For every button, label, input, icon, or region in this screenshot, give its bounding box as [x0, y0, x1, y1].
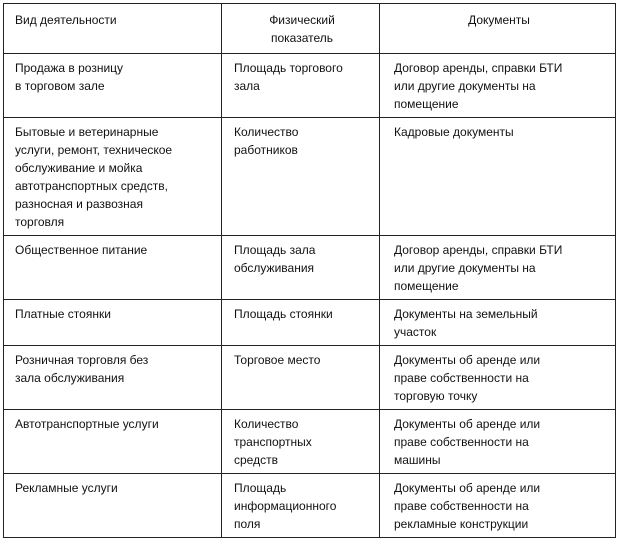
documents-cell: Документы об аренде или праве собственности на машины — [380, 410, 616, 474]
documents-cell: Договор аренды, справки БТИ или другие документы на помещение — [380, 54, 616, 118]
documents-cell: Документы на земельный участок — [380, 300, 616, 346]
activity-cell: Общественное питание — [4, 236, 222, 300]
indicator-cell: Количество работников — [222, 118, 380, 236]
activity-cell: Продажа в розницу в торговом зале — [4, 54, 222, 118]
activity-documents-table — [3, 3, 616, 538]
activity-cell: Бытовые и ветеринарные услуги, ремонт, техническое обслуживание и мойка автотранспортных средств, разносная и развозная торговля — [4, 118, 222, 236]
indicator-cell: Площадь информационного поля — [222, 474, 380, 538]
indicator-cell: Площадь торгового зала — [222, 54, 380, 118]
indicator-cell: Торговое место — [222, 346, 380, 410]
documents-cell: Документы об аренде или праве собственности на рекламные конструкции — [380, 474, 616, 538]
activity-cell: Розничная торговля без зала обслуживания — [4, 346, 222, 410]
table-row — [4, 410, 616, 474]
table-row — [4, 118, 616, 236]
header-documents: Документы — [380, 4, 616, 54]
table-row — [4, 346, 616, 410]
table-row — [4, 474, 616, 538]
header-activity-type: Вид деятельности — [4, 4, 222, 54]
indicator-cell: Количество транспортных средств — [222, 410, 380, 474]
activity-cell: Платные стоянки — [4, 300, 222, 346]
indicator-cell: Площадь стоянки — [222, 300, 380, 346]
table-row — [4, 236, 616, 300]
documents-cell: Документы об аренде или праве собственности на торговую точку — [380, 346, 616, 410]
documents-cell: Договор аренды, справки БТИ или другие документы на помещение — [380, 236, 616, 300]
activity-cell: Автотранспортные услуги — [4, 410, 222, 474]
table-row — [4, 300, 616, 346]
activity-cell: Рекламные услуги — [4, 474, 222, 538]
header-physical-indicator: Физический показатель — [222, 4, 380, 54]
table-header-row — [4, 4, 616, 54]
indicator-cell: Площадь зала обслуживания — [222, 236, 380, 300]
table-row — [4, 54, 616, 118]
documents-cell: Кадровые документы — [380, 118, 616, 236]
